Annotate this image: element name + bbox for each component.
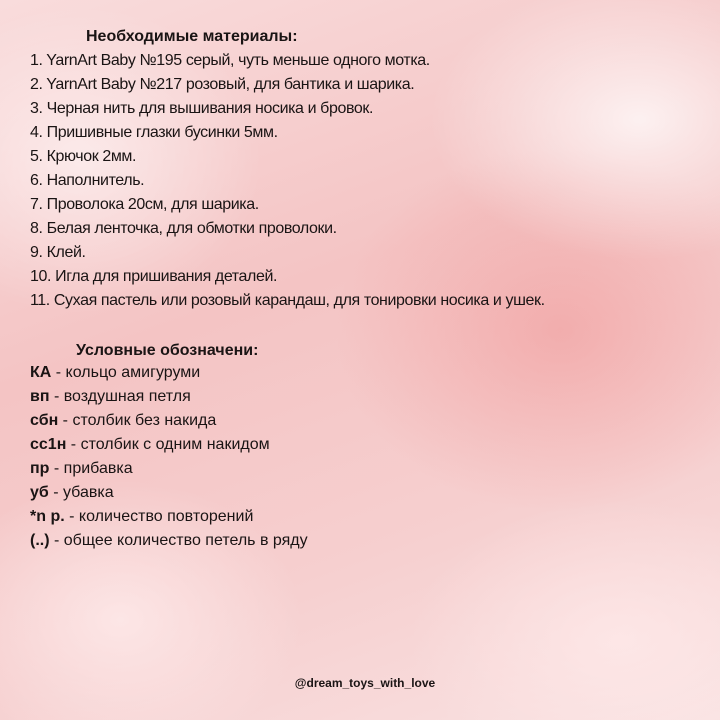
material-item: 5. Крючок 2мм.: [30, 148, 137, 165]
legend-desc: - воздушная петля: [49, 388, 191, 405]
material-item: 3. Черная нить для вышивания носика и бровок.: [30, 100, 374, 117]
legend-desc: - убавка: [48, 484, 114, 501]
legend-abbr: пр: [30, 460, 50, 477]
material-item: 2. YarnArt Baby №217 розовый, для бантика и шарика.: [30, 76, 415, 93]
legend-item: [30, 532, 308, 550]
legend-item: [30, 436, 270, 454]
material-item: 10. Игла для пришивания деталей.: [30, 268, 278, 285]
materials-title: Необходимые материалы:: [86, 28, 298, 45]
material-item: 11. Сухая пастель или розовый карандаш, для тонировки носика и ушек.: [30, 292, 545, 309]
material-item: 4. Пришивные глазки бусинки 5мм.: [30, 124, 278, 141]
legend-abbr: вп: [30, 388, 50, 405]
legend-abbr: (..): [30, 532, 50, 549]
legend-abbr: уб: [30, 484, 49, 501]
legend-item: [30, 388, 191, 406]
legend-item: [30, 508, 253, 526]
legend-item: [30, 364, 200, 382]
material-item: 7. Проволока 20см, для шарика.: [30, 196, 259, 213]
author-handle: @dream_toys_with_love: [294, 676, 436, 690]
legend-desc: - количество повторений: [64, 508, 254, 525]
legend-item: [30, 484, 114, 502]
legend-abbr: сс1н: [30, 436, 67, 453]
material-item: 8. Белая ленточка, для обмотки проволоки.: [30, 220, 337, 237]
legend-abbr: *n р.: [30, 508, 65, 525]
legend-item: [30, 460, 133, 478]
legend-abbr: КА: [30, 364, 52, 381]
legend-abbr: сбн: [30, 412, 59, 429]
legend-desc: - общее количество петель в ряду: [49, 532, 308, 549]
legend-desc: - столбик без накида: [58, 412, 217, 429]
legend-desc: - столбик с одним накидом: [66, 436, 270, 453]
material-item: 1. YarnArt Baby №195 серый, чуть меньше одного мотка.: [30, 52, 430, 69]
legend-desc: - прибавка: [49, 460, 133, 477]
legend-title: Условные обозначени:: [76, 342, 259, 359]
material-item: 9. Клей.: [30, 244, 86, 261]
material-item: 6. Наполнитель.: [30, 172, 145, 189]
legend-item: [30, 412, 216, 430]
legend-desc: - кольцо амигуруми: [51, 364, 201, 381]
